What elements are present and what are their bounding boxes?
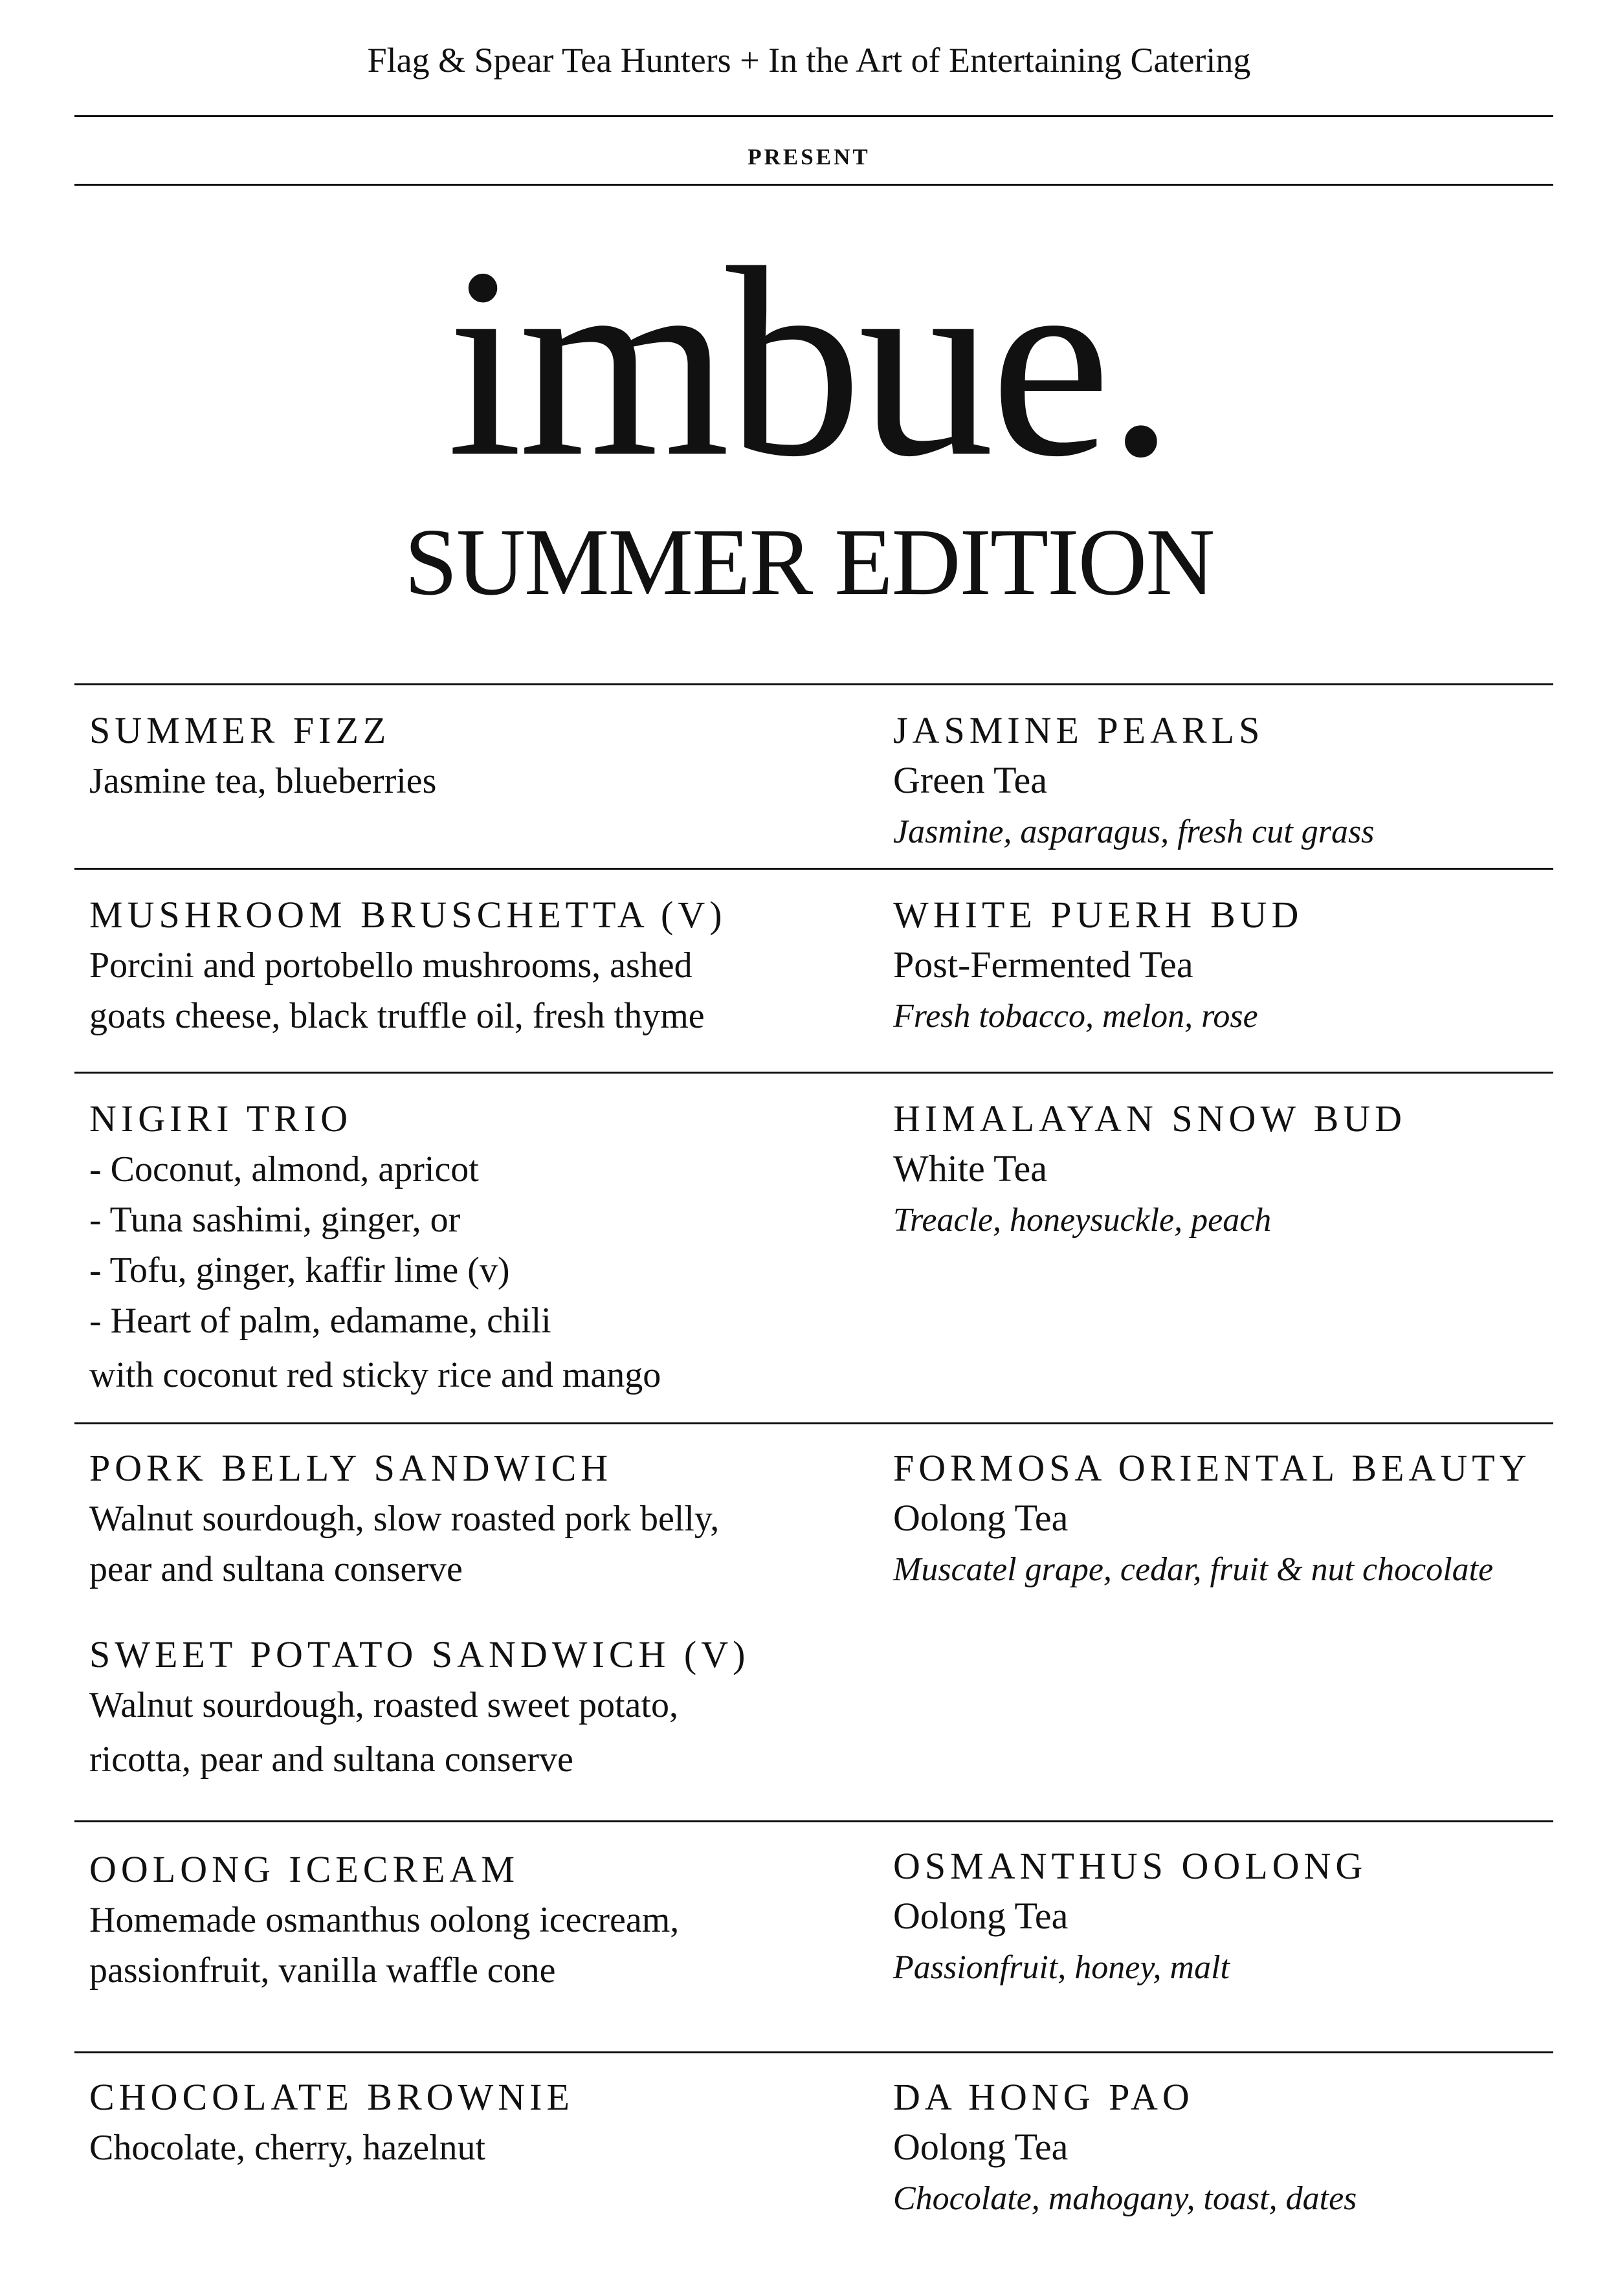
food-desc-line: Jasmine tea, blueberries [89,761,437,801]
brand-title: imbue. [447,212,1171,513]
food-desc-line: - Coconut, almond, apricot [89,1149,479,1189]
food-desc-line: pear and sultana conserve [89,1549,463,1589]
tea-notes: Chocolate, mahogany, toast, dates [893,2180,1357,2217]
tea-title: HIMALAYAN SNOW BUD [893,1098,1407,1140]
food-desc-line: ricotta, pear and sultana conserve [89,1739,573,1780]
food-desc-line: Chocolate, cherry, hazelnut [89,2128,486,2168]
food-title: SWEET POTATO SANDWICH (V) [89,1633,750,1675]
menu-item-pork-belly-sandwich [89,1447,866,1595]
header-rule-top [74,115,1553,117]
presenters-line: Flag & Spear Tea Hunters + In the Art of Entertaining Catering [367,41,1251,80]
tea-item-da-hong-pao [893,2076,1553,2225]
food-desc-line: with coconut red sticky rice and mango [89,1355,661,1395]
food-title: CHOCOLATE BROWNIE [89,2076,574,2118]
row-divider [74,868,1553,870]
tea-notes: Passionfruit, honey, malt [893,1949,1230,1986]
tea-title: JASMINE PEARLS [893,709,1265,751]
tea-title: DA HONG PAO [893,2076,1194,2118]
tea-item-himalayan-snow-bud [893,1100,1553,1246]
menu-item-chocolate-brownie [89,2076,866,2173]
food-title: PORK BELLY SANDWICH [89,1447,613,1489]
tea-title: FORMOSA ORIENTAL BEAUTY [893,1447,1531,1489]
food-desc-line: - Heart of palm, edamame, chili [89,1301,551,1341]
row-divider [74,683,1553,685]
food-desc-line: - Tofu, ginger, kaffir lime (v) [89,1250,510,1290]
tea-type: White Tea [893,1147,1048,1189]
menu-item-sweet-potato-sandwich [89,1633,866,1785]
tea-type: Green Tea [893,759,1048,801]
menu-item-oolong-icecream [89,1848,866,1996]
food-title: SUMMER FIZZ [89,709,391,751]
food-title: NIGIRI TRIO [89,1098,353,1140]
tea-type: Oolong Tea [893,1497,1069,1539]
food-desc-line: - Tuna sashimi, ginger, or [89,1200,461,1240]
food-title: MUSHROOM BRUSCHETTA (V) [89,894,727,936]
food-title: OOLONG ICECREAM [89,1848,520,1890]
menu-item-mushroom-bruschetta [89,896,866,1041]
tea-notes: Jasmine, asparagus, fresh cut grass [893,813,1375,850]
food-desc-line: Homemade osmanthus oolong icecream, [89,1900,680,1940]
tea-title: WHITE PUERH BUD [893,894,1303,936]
tea-item-osmanthus-oolong [893,1845,1553,1994]
header-rule-bottom [74,184,1553,186]
menu-item-nigiri-trio [89,1100,866,1400]
edition-subtitle: SUMMER EDITION [404,509,1214,615]
tea-title: OSMANTHUS OOLONG [893,1845,1368,1887]
food-desc-line: goats cheese, black truffle oil, fresh thyme [89,996,705,1036]
menu-item-summer-fizz [89,709,866,806]
tea-type: Post-Fermented Tea [893,944,1193,986]
tea-notes: Muscatel grape, cedar, fruit & nut chocolate [893,1551,1494,1588]
tea-notes: Treacle, honeysuckle, peach [893,1202,1272,1239]
food-desc-line: Walnut sourdough, slow roasted pork belly, [89,1499,720,1539]
present-label: present [748,135,870,171]
food-desc-line: Porcini and portobello mushrooms, ashed [89,945,693,986]
row-divider [74,2051,1553,2053]
row-divider [74,1072,1553,1074]
tea-type: Oolong Tea [893,1895,1069,1937]
row-divider [74,1820,1553,1822]
food-desc-line: Walnut sourdough, roasted sweet potato, [89,1685,678,1725]
tea-item-white-puerh-bud [893,896,1553,1043]
row-divider [74,1422,1553,1424]
food-desc-line: passionfruit, vanilla waffle cone [89,1950,556,1991]
tea-notes: Fresh tobacco, melon, rose [893,998,1258,1035]
tea-type: Oolong Tea [893,2126,1069,2168]
tea-item-jasmine-pearls [893,709,1553,858]
tea-item-formosa-oriental-beauty [893,1447,1553,1596]
